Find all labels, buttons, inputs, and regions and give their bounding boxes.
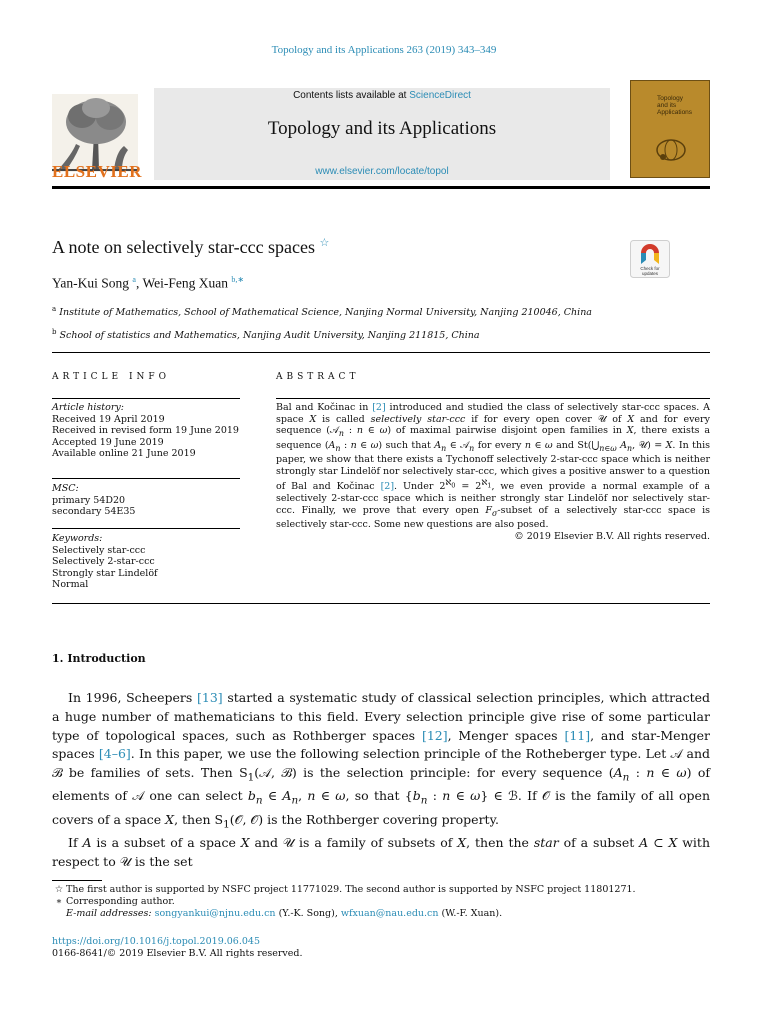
journal-banner (154, 88, 610, 180)
masthead-rule (52, 186, 710, 189)
email-footnote: E-mail addresses: songyankui@njnu.edu.cn (Y.-K. Song), wfxuan@nau.edu.cn (W.-F. Xuan). (66, 908, 503, 920)
keywords: Keywords: Selectively star-ccc Selectively 2-star-ccc Strongly star Lindelöf Normal (52, 533, 158, 590)
divider (52, 603, 710, 604)
affiliation: $^a$ Institute of Mathematics, School of Mathematical Science, Nanjing Normal University, Nanjing 210046, China (52, 305, 592, 319)
section-heading: 1. Introduction (52, 652, 146, 665)
article-history: Article history: Received 19 April 2019 Received in revised form 19 June 2019 Accepted 19 June 2019 Available online 21 June 2019 (52, 402, 239, 459)
msc-codes: MSC: primary 54D20 secondary 54E35 (52, 483, 136, 517)
journal-title: Topology and its Applications (267, 118, 497, 139)
journal-reference[interactable]: Topology and its Applications 263 (2019) 343–349 (271, 44, 497, 56)
doi-link[interactable]: https://doi.org/10.1016/j.topol.2019.06.045 (52, 936, 260, 947)
cover-decoration-icon (653, 135, 689, 165)
abstract-copyright: © 2019 Elsevier B.V. All rights reserved. (514, 530, 710, 542)
cover-title: Topology and its Applications (657, 95, 693, 116)
issn-line: 0166-8641/© 2019 Elsevier B.V. All rights reserved. (52, 948, 303, 960)
footnote-rule (52, 880, 102, 881)
contents-prefix: Contents lists available at (293, 90, 410, 101)
author-name[interactable]: Yan-Kui Song (52, 275, 130, 291)
svg-text:updates: updates (641, 271, 659, 276)
abstract-text: Bal and Kočinac in [2] introduced and studied the class of selectively star-ccc spaces. A space X is called selectively star-ccc if for every open cover 𝒰 of X and for every sequence (𝒜$_n$ : n ∈ ω) of maximal pairwise disjoint open families in X, there exists a sequence ($A_n$ : n ∈ ω) such that $A_n$ ∈ 𝒜$_n$ for every n ∈ ω and $St(⋃_{n\in\omega}$ $A_n$, 𝒰) = X. In this paper, we show that there exists a Tychonoff selectively 2-star-ccc space which is neither strongly star Lindelöf nor selectively star-ccc, which gives a positive answer to a question of Bal and Kočinac [2]. Under $2^{ℵ_0} = 2^{ℵ_1}$, we even provide a normal example of a selectively 2-star-ccc space which is neither strongly star Lindelöf nor selectively star-ccc. Finally, we prove that every open $F_\sigma$-subset of a selectively star-ccc space is selectively star-ccc. Some new questions are also posed. © 2019 Elsevier B.V. All rights reserved. (276, 402, 711, 542)
citation-link[interactable]: [11] (564, 727, 591, 743)
citation-link[interactable]: [2] (380, 481, 395, 493)
divider (52, 528, 240, 529)
sciencedirect-link[interactable]: ScienceDirect (409, 90, 471, 101)
citation-link[interactable]: [13] (197, 690, 223, 705)
footnotes (52, 884, 712, 921)
elsevier-wordmark: ELSEVIER (52, 162, 142, 181)
divider (52, 352, 710, 353)
article-info-heading: ARTICLE INFO (52, 372, 171, 382)
check-for-updates-icon[interactable] (630, 240, 670, 278)
journal-homepage-link[interactable]: www.elsevier.com/locate/topol (315, 166, 449, 177)
author-affiliation-mark[interactable]: a (132, 275, 136, 284)
corresponding-footnote: ∗ Corresponding author. (55, 896, 175, 908)
funding-footnote: ☆ The first author is supported by NSFC project 11771029. The second author is supported by NSFC project 11801271. (54, 884, 636, 895)
author-name[interactable]: Wei-Feng Xuan (142, 275, 228, 291)
intro-paragraph: In 1996, Scheepers [13] started a systematic study of classical selection principles, which attracted a huge number of mathematicians to this field. Every selection principle give rise of some particular type of topological spaces, such as Rothberger spaces [12], Menger spaces [11], and star-Menger spaces [4–6]. In this paper, we use the following selection principle of the Rotheberger type. Let 𝒜 and ℬ be families of sets. Then $S_1(𝒜$, ℬ) is the selection principle: for every sequence ($A_n$ : n ∈ ω) of elements of 𝒜 one can select $b_n$ ∈ $A_n$, n ∈ ω, so that {$b_n$ : n ∈ ω} ∈ ℬ. If 𝒪 is the family of all open covers of a space X, then $S_1(𝒪$, 𝒪) is the Rothberger covering property. If A is a subset of a space X and 𝒰 is a family of subsets of X, then the star of a subset A ⊂ X with respect to 𝒰 is the set (52, 690, 711, 869)
divider (52, 478, 240, 479)
email-link[interactable]: songyankui@njnu.edu.cn (154, 908, 276, 920)
affiliation: $^b$ School of statistics and Mathematics, Nanjing Audit University, Nanjing 211815, China (52, 328, 480, 342)
contents-line (154, 88, 610, 101)
divider (276, 398, 710, 399)
divider (52, 398, 240, 399)
svg-text:Check for: Check for (640, 266, 660, 271)
email-link[interactable]: wfxuan@nau.edu.cn (340, 908, 439, 920)
doi-block (52, 936, 303, 960)
author-list: Yan-Kui Song $^a$, Wei-Feng Xuan $^{b,∗}$ (52, 275, 245, 291)
journal-cover-image[interactable] (630, 80, 710, 178)
citation-link[interactable]: [4–6] (98, 746, 131, 762)
masthead (52, 80, 710, 180)
author-affiliation-mark[interactable]: b,∗ (231, 275, 245, 284)
citation-link[interactable]: [12] (421, 727, 448, 743)
citation-link[interactable]: [2] (372, 402, 386, 413)
article-title: A note on selectively star-ccc spaces ☆ (52, 237, 330, 257)
title-footnote-mark[interactable]: ☆ (319, 237, 330, 249)
abstract-heading: ABSTRACT (276, 372, 360, 382)
